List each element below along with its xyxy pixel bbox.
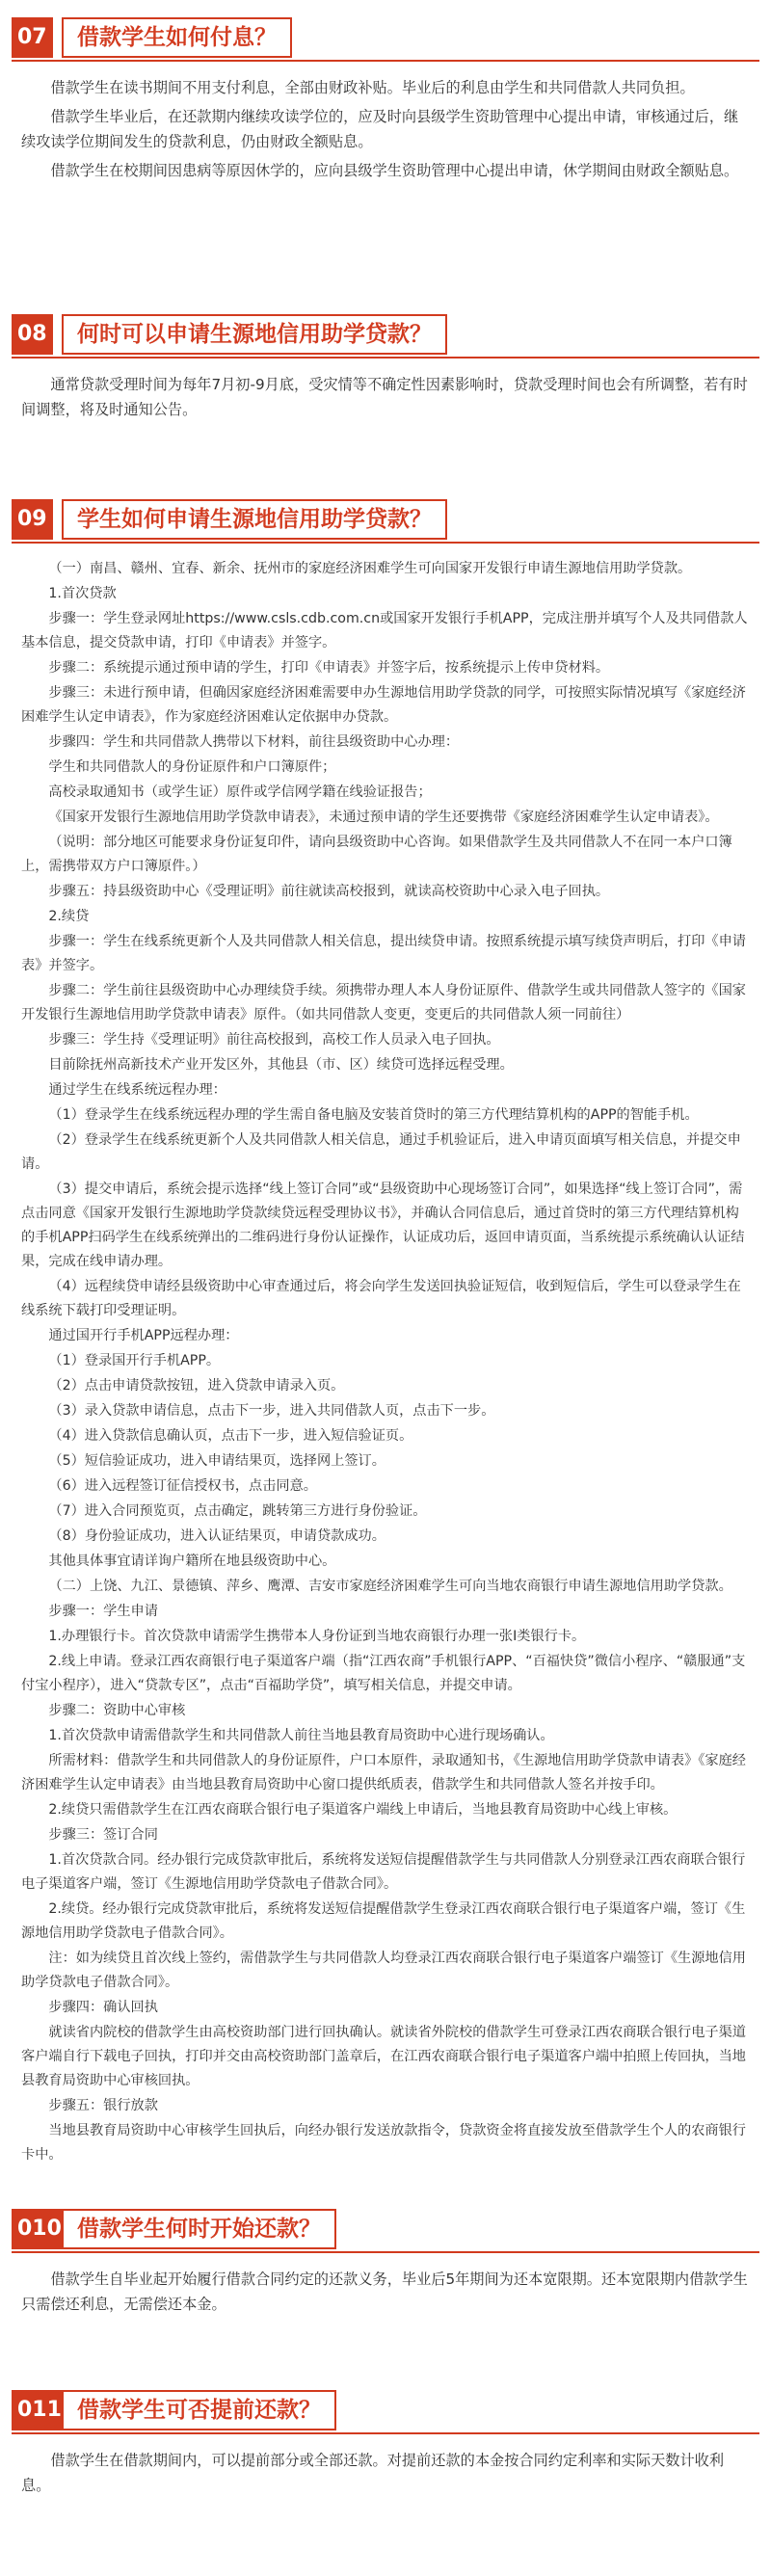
paragraph: （一）南昌、赣州、宜春、新余、抚州市的家庭经济困难学生可向国家开发银行申请生源地信用助学贷款。 xyxy=(48,561,692,576)
section-header xyxy=(12,2386,771,2434)
paragraph: （4）远程续贷申请经县级资助中心审查通过后，将会向学生发送回执验证短信，收到短信后，学生可以登录学生在线系统下载打印受理证明。 xyxy=(21,1279,741,1318)
paragraph: 注：如为续贷且首次线上签约，需借款学生与共同借款人均登录江西农商联合银行电子渠道客户端签订《生源地信用助学贷款电子借款合同》。 xyxy=(21,1951,746,1990)
paragraph: （8）身份验证成功，进入认证结果页，申请贷款成功。 xyxy=(48,1528,386,1544)
section-divider xyxy=(12,60,759,62)
paragraph: 2.续贷只需借款学生在江西农商联合银行电子渠道客户端线上申请后，当地县教育局资助中心线上审核。 xyxy=(48,1802,678,1818)
paragraph: 步骤五：持县级资助中心《受理证明》前往就读高校报到，就读高校资助中心录入电子回执。 xyxy=(48,884,610,899)
paragraph: （5）短信验证成功，进入申请结果页，选择网上签订。 xyxy=(48,1453,386,1469)
paragraph: （二）上饶、九江、景德镇、萍乡、鹰潭、吉安市家庭经济困难学生可向当地农商银行申请生源地信用助学贷款。 xyxy=(48,1579,732,1594)
paragraph: 《国家开发银行生源地信用助学贷款申请表》，未通过预申请的学生还要携带《家庭经济困难学生认定申请表》。 xyxy=(48,810,719,825)
paragraph: 步骤三：未进行预申请，但确因家庭经济困难需要申办生源地信用助学贷款的同学，可按照实际情况填写《家庭经济困难学生认定申请表》，作为家庭经济困难认定依据申办贷款。 xyxy=(21,685,746,725)
section-body xyxy=(0,2434,771,2498)
paragraph: 借款学生在校期间因患病等原因休学的，应向县级学生资助管理中心提出申请，休学期间由财政全额贴息。 xyxy=(50,162,739,179)
paragraph: 就读省内院校的借款学生由高校资助部门进行回执确认。就读省外院校的借款学生可登录江西农商联合银行电子渠道客户端自行下载电子回执，打印并交由高校资助部门盖章后，在江西农商联合银行电子渠道客户端中拍照上传回执，当地县教育局资助中心审核回执。 xyxy=(21,2025,746,2088)
paragraph: 其他具体事宜请详询户籍所在地县级资助中心。 xyxy=(48,1554,336,1569)
paragraph: 借款学生毕业后，在还款期内继续攻读学位的，应及时向县级学生资助管理中心提出申请，审核通过后，继续攻读学位期间发生的贷款利息，仍由财政全额贴息。 xyxy=(21,108,739,150)
paragraph: （2）点击申请贷款按钮，进入贷款申请录入页。 xyxy=(48,1378,345,1394)
paragraph: 步骤四：学生和共同借款人携带以下材料，前往县级资助中心办理： xyxy=(48,734,460,750)
section-title: 学生如何申请生源地信用助学贷款？ xyxy=(62,499,447,540)
section-divider xyxy=(12,2251,759,2253)
paragraph: 步骤一：学生申请 xyxy=(48,1604,158,1619)
section-body xyxy=(0,62,771,183)
paragraph: 借款学生自毕业起开始履行借款合同约定的还款义务，毕业后5年期间为还本宽限期。还本宽限期内借款学生只需偿还利息，无需偿还本金。 xyxy=(21,2271,748,2313)
paragraph: （7）进入合同预览页，点击确定，跳转第三方进行身份验证。 xyxy=(48,1503,427,1519)
section-title: 借款学生何时开始还款？ xyxy=(62,2209,336,2249)
section-header xyxy=(12,310,771,359)
section-09 xyxy=(0,495,771,2168)
paragraph: 步骤二：资助中心审核 xyxy=(48,1703,186,1718)
paragraph: 通过学生在线系统远程办理： xyxy=(48,1082,226,1098)
section-body xyxy=(0,359,771,422)
section-number: 010 xyxy=(12,2209,67,2249)
paragraph: 步骤二：学生前往县级资助中心办理续贷手续。须携带办理人本人身份证原件、借款学生或共同借款人签字的《国家开发银行生源地信用助学贷款申请表》原件。（如共同借款人变更，变更后的共同借款人须一同前往） xyxy=(21,983,746,1022)
section-header xyxy=(12,2205,771,2253)
section-body xyxy=(0,544,771,2167)
section-07 xyxy=(0,13,771,187)
paragraph: （3）录入贷款申请信息，点击下一步，进入共同借款人页，点击下一步。 xyxy=(48,1403,495,1419)
paragraph: （1）登录国开行手机APP。 xyxy=(48,1353,221,1368)
section-body xyxy=(0,2253,771,2317)
paragraph: 步骤四：确认回执 xyxy=(48,2000,158,2015)
section-011 xyxy=(0,2386,771,2502)
paragraph: 2.续贷。经办银行完成贷款审批后，系统将发送短信提醒借款学生登录江西农商联合银行电子渠道客户端，签订《生源地信用助学贷款电子借款合同》。 xyxy=(21,1901,746,1941)
paragraph: 1.办理银行卡。首次贷款申请需学生携带本人身份证到当地农商银行办理一张I类银行卡。 xyxy=(48,1629,586,1644)
section-title: 借款学生可否提前还款？ xyxy=(62,2390,336,2430)
paragraph: 步骤二：系统提示通过预申请的学生，打印《申请表》并签字后，按系统提示上传申贷材料。 xyxy=(48,660,610,676)
paragraph: 2.续贷 xyxy=(48,909,90,924)
section-number: 07 xyxy=(12,17,53,58)
paragraph: （1）登录学生在线系统远程办理的学生需自备电脑及安装首贷时的第三方代理结算机构的APP的智能手机。 xyxy=(48,1107,699,1123)
section-number: 09 xyxy=(12,499,53,540)
section-divider xyxy=(12,542,759,544)
paragraph: （6）进入远程签订征信授权书，点击同意。 xyxy=(48,1478,317,1494)
paragraph: 所需材料：借款学生和共同借款人的身份证原件，户口本原件，录取通知书，《生源地信用助学贷款申请表》《家庭经济困难学生认定申请表》由当地县教育局资助中心窗口提供纸质表，借款学生和共同借款人签名并按手印。 xyxy=(21,1753,746,1793)
paragraph: 2.线上申请。登录江西农商银行电子渠道客户端（指“江西农商”手机银行APP、“百福快贷”微信小程序、“赣服通”支付宝小程序），进入“贷款专区”，点击“百福助学贷”，填写相关信息，并提交申请。 xyxy=(21,1654,746,1693)
paragraph: 借款学生在借款期间内，可以提前部分或全部还款。对提前还款的本金按合同约定利率和实际天数计收利息。 xyxy=(21,2452,725,2494)
section-number: 08 xyxy=(12,314,53,355)
paragraph: 1.首次贷款合同。经办银行完成贷款审批后，系统将发送短信提醒借款学生与共同借款人分别登录江西农商联合银行电子渠道客户端，签订《生源地信用助学贷款电子借款合同》。 xyxy=(21,1852,746,1892)
paragraph: 1.首次贷款申请需借款学生和共同借款人前往当地县教育局资助中心进行现场确认。 xyxy=(48,1728,554,1743)
paragraph: 高校录取通知书（或学生证）原件或学信网学籍在线验证报告； xyxy=(48,784,432,800)
paragraph: （3）提交申请后，系统会提示选择“线上签订合同”或“县级资助中心现场签订合同”，如果选择“线上签订合同”，需点击同意《国家开发银行生源地助学贷款续贷远程受理协议书》，并确认合同信息后，通过首贷时的第三方代理结算机构的手机APP扫码学生在线系统弹出的二维码进行身份认证操作，认证成功后，返回申请页面，当系统提示系统确认认证结果，完成在线申请办理。 xyxy=(21,1182,745,1269)
paragraph: 借款学生在读书期间不用支付利息，全部由财政补贴。毕业后的利息由学生和共同借款人共同负担。 xyxy=(50,79,695,96)
paragraph: 学生和共同借款人的身份证原件和户口簿原件； xyxy=(48,759,336,775)
paragraph: （4）进入贷款信息确认页，点击下一步，进入短信验证页。 xyxy=(48,1428,413,1444)
paragraph: 通常贷款受理时间为每年7月初-9月底，受灾情等不确定性因素影响时，贷款受理时间也会有所调整，若有时间调整，将及时通知公告。 xyxy=(21,376,748,418)
section-header xyxy=(12,495,771,544)
paragraph: 步骤三：签订合同 xyxy=(48,1827,158,1843)
section-divider xyxy=(12,2432,759,2434)
section-title: 何时可以申请生源地信用助学贷款？ xyxy=(62,314,447,355)
paragraph: 步骤五：银行放款 xyxy=(48,2098,158,2113)
section-divider xyxy=(12,357,759,359)
paragraph: 步骤一：学生在线系统更新个人及共同借款人相关信息，提出续贷申请。按照系统提示填写续贷声明后，打印《申请表》并签字。 xyxy=(21,934,746,973)
paragraph: 步骤一：学生登录网址https://www.csls.cdb.com.cn或国家开发银行手机APP，完成注册并填写个人及共同借款人基本信息，提交贷款申请，打印《申请表》并签字。 xyxy=(21,611,748,651)
section-number: 011 xyxy=(12,2390,67,2430)
section-010 xyxy=(0,2205,771,2321)
paragraph: 1.首次贷款 xyxy=(48,586,117,601)
paragraph: 步骤三：学生持《受理证明》前往高校报到，高校工作人员录入电子回执。 xyxy=(48,1032,500,1048)
section-header xyxy=(12,13,771,62)
paragraph: 通过国开行手机APP远程办理： xyxy=(48,1328,239,1343)
paragraph: 目前除抚州高新技术产业开发区外，其他县（市、区）续贷可选择远程受理。 xyxy=(48,1057,514,1073)
section-title: 借款学生如何付息？ xyxy=(62,17,292,58)
paragraph: （2）登录学生在线系统更新个人及共同借款人相关信息，通过手机验证后，进入申请页面填写相关信息，并提交申请。 xyxy=(21,1132,741,1172)
section-08 xyxy=(0,310,771,426)
paragraph: （说明：部分地区可能要求身份证复印件，请向县级资助中心咨询。如果借款学生及共同借款人不在同一本户口簿上，需携带双方户口簿原件。） xyxy=(21,835,732,874)
paragraph: 当地县教育局资助中心审核学生回执后，向经办银行发送放款指令，贷款资金将直接发放至借款学生个人的农商银行卡中。 xyxy=(21,2123,746,2163)
